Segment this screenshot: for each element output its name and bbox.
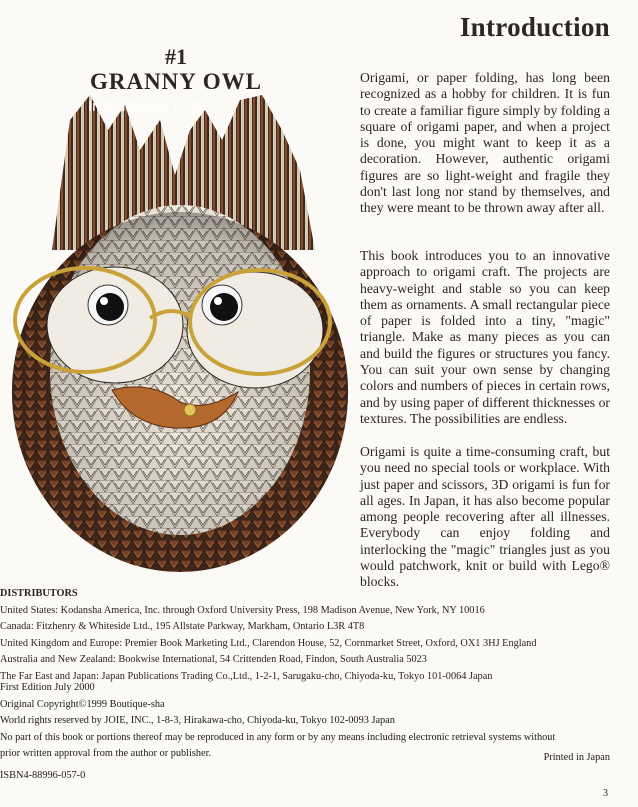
printed-in: Printed in Japan [543, 752, 610, 763]
copyright-line: Original Copyright©1999 Boutique-sha [0, 698, 165, 710]
distributor-line: Canada: Fitzhenry & Whiteside Ltd., 195 Allstate Parkway, Markham, Ontario L3R 4T8 [0, 621, 365, 632]
intro-paragraph-1: Origami, or paper folding, has long been recognized as a hobby for children. It is fun to create a familiar figure simply by folding a square of origami paper, and when a project is done, you might want to keep it as a decoration. However, authentic origami figures are so light-weight and fragile they don't last long nor stand by themselves, and they were meant to be thrown away after all. [360, 70, 610, 216]
distributor-line: United States: Kodansha America, Inc. through Oxford University Press, 198 Madison Avenue, New York, NY 10016 [0, 604, 485, 616]
project-number: #1 [165, 44, 187, 69]
copyright-block [0, 680, 555, 763]
rights-line: World rights reserved by JOIE, INC., 1-8-3, Hirakawa-cho, Chiyoda-ku, Tokyo 102-0093 Japan [0, 715, 395, 726]
owl-photo [0, 0, 352, 584]
page-number: 3 [603, 788, 608, 799]
distributors-block [0, 586, 610, 685]
distributor-line: The Far East and Japan: Japan Publications Trading Co.,Ltd., 1-2-1, Sarugaku-cho, Chiyoda-ku, Tokyo 101-0064 Japan [0, 670, 493, 682]
intro-paragraph-3: Origami is quite a time-consuming craft, but you need no special tools or workplace. With just paper and scissors, 3D origami is fun for all ages. In Japan, it has also become popular among people recovering after all illnesses. Everybody can enjoy folding and interlocking the "magic" triangles just as you would patchwork, knit or build with Lego® blocks. [360, 444, 610, 590]
instructions-reference: Instructions: P.79 [88, 98, 202, 115]
edition-line: First Edition July 2000 [0, 682, 95, 693]
introduction-heading: Introduction [459, 12, 610, 42]
introduction-section [360, 12, 610, 590]
owl-caption [0, 45, 352, 95]
intro-paragraph-2: This book introduces you to an innovative approach to origami craft. The projects are heavy-weight and stable so you can keep them as ornaments. A small rectangular piece of paper is folded into a tiny, "magic" triangle. Make as many pieces as you can and build the figures or structures you fancy. You can suit your own sense by changing colors and numbers of pieces in certain rows, and by using paper of different thicknesses or textures. The possibilities are endless. [360, 248, 610, 426]
distributor-line: United Kingdom and Europe: Premier Book Marketing Ltd., Clarendon House, 52, Cornmarket Street, Oxford, OX1 3HJ England [0, 637, 537, 649]
reproduction-notice: No part of this book or portions thereof may be reproduced in any form or by any means including electronic retrieval systems without [0, 731, 556, 743]
distributors-title: DISTRIBUTORS [0, 588, 78, 599]
distributor-line: Australia and New Zealand: Bookwise International, 54 Crittenden Road, Findon, South Australia 5023 [0, 654, 427, 665]
reproduction-notice-cont: prior written approval from the author or publisher. [0, 748, 212, 759]
project-title: GRANNY OWL [89, 69, 263, 94]
isbn: ISBN4-88996-057-0 [0, 770, 86, 781]
